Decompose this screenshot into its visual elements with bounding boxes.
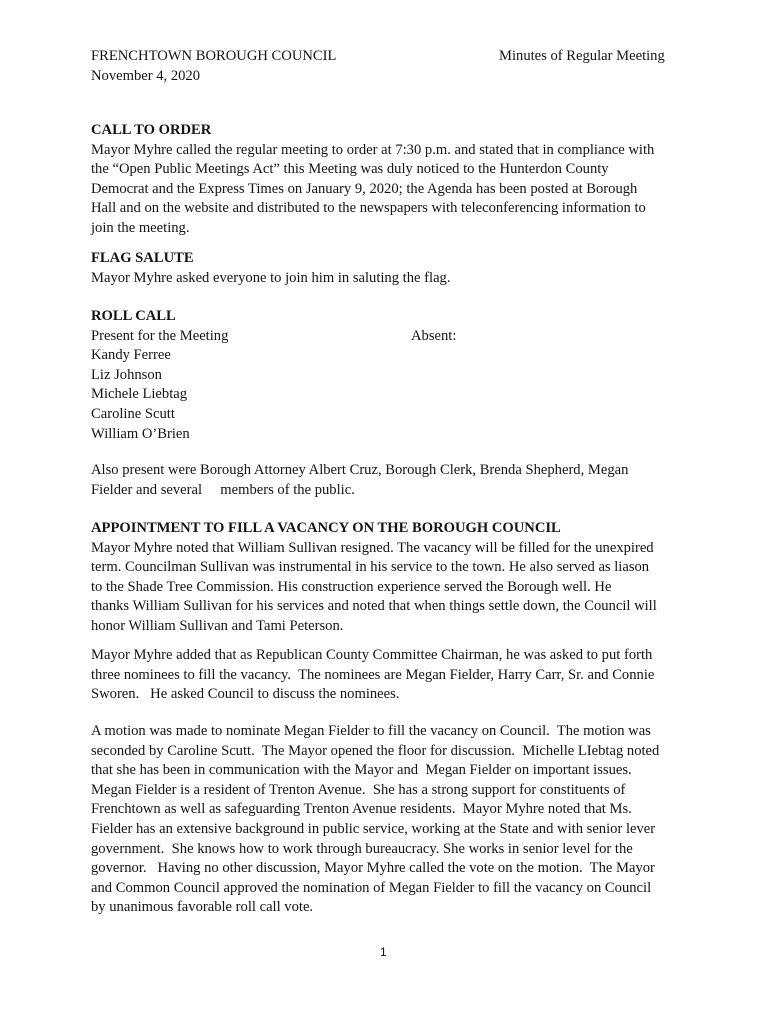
appointment-line: to the Shade Tree Commission. His construction experience served the Borough well. He: [91, 578, 612, 595]
call-to-order-line: Mayor Myhre called the regular meeting to order at 7:30 p.m. and stated that in compliance with: [91, 141, 655, 158]
council-name: FRENCHTOWN BOROUGH COUNCIL: [91, 48, 337, 64]
call-to-order-line: Democrat and the Express Times on January 9, 2020; the Agenda has been posted at Borough: [91, 180, 638, 197]
motion-line: Fielder has an extensive background in public service, working at the State and with senior lever: [91, 820, 656, 837]
member-name: Kandy Ferree: [91, 347, 171, 364]
nominees-line: Sworen. He asked Council to discuss the nominees.: [91, 686, 400, 703]
flag-salute-heading: FLAG SALUTE: [91, 250, 194, 266]
call-to-order-line: Hall and on the website and distributed to the newspapers with teleconferencing information to: [91, 200, 646, 217]
appointment-line: honor William Sullivan and Tami Peterson.: [91, 617, 344, 634]
motion-line: government. She knows how to work through bureaucracy. She works in senior level for the: [91, 840, 633, 857]
also-present-line: Also present were Borough Attorney Albert Cruz, Borough Clerk, Brenda Shepherd, Megan: [91, 462, 629, 478]
motion-line: and Common Council approved the nomination of Megan Fielder to fill the vacancy on Council: [91, 879, 652, 896]
call-to-order-section: [91, 121, 691, 239]
member-name: Michele Liebtag: [91, 386, 188, 403]
motion-line: seconded by Caroline Scutt. The Mayor opened the floor for discussion. Michelle LIebtag noted: [91, 742, 660, 759]
appointment-section: [91, 519, 691, 637]
page-number: 1: [380, 945, 387, 959]
flag-salute-text: Mayor Myhre asked everyone to join him in saluting the flag.: [91, 269, 451, 286]
absent-label: Absent:: [411, 327, 457, 344]
meeting-date: November 4, 2020: [91, 67, 201, 84]
also-present-line: Fielder and several members of the public.: [91, 481, 355, 498]
present-label: Present for the Meeting: [91, 327, 229, 344]
appointment-line: thanks William Sullivan for his services and noted that when things settle down, the Council will: [91, 598, 657, 615]
roll-call-section: [91, 307, 691, 444]
document-type: Minutes of Regular Meeting: [499, 48, 665, 64]
motion-line: by unanimous favorable roll call vote.: [91, 899, 314, 916]
motion-line: Megan Fielder is a resident of Trenton Avenue. She has a strong support for constituents of: [91, 781, 626, 798]
appointment-line: Mayor Myhre noted that William Sullivan resigned. The vacancy will be filled for the unexpired: [91, 539, 654, 556]
member-name: William O’Brien: [91, 425, 190, 442]
member-name: Caroline Scutt: [91, 405, 175, 422]
nominees-paragraph: [91, 646, 691, 705]
motion-line: governor. Having no other discussion, Mayor Myhre called the vote on the motion. The Mayor: [91, 860, 655, 877]
also-present-paragraph: [91, 461, 691, 500]
appointment-heading: APPOINTMENT TO FILL A VACANCY ON THE BOROUGH COUNCIL: [91, 520, 561, 536]
roll-call-heading: ROLL CALL: [91, 308, 176, 324]
call-to-order-heading: CALL TO ORDER: [91, 122, 212, 138]
nominees-line: three nominees to fill the vacancy. The nominees are Megan Fielder, Harry Carr, Sr. and Connie: [91, 666, 655, 683]
roll-call-header-row: [91, 327, 691, 347]
motion-line: A motion was made to nominate Megan Fielder to fill the vacancy on Council. The motion was: [91, 723, 651, 739]
flag-salute-section: [91, 249, 691, 288]
member-name: Liz Johnson: [91, 366, 162, 383]
appointment-line: term. Councilman Sullivan was instrumental in his service to the town. He also served as liason: [91, 559, 650, 576]
call-to-order-line: join the meeting.: [91, 219, 190, 236]
motion-line: Frenchtown as well as safeguarding Trenton Avenue residents. Mayor Myhre noted that Ms.: [91, 801, 632, 818]
call-to-order-line: the “Open Public Meetings Act” this Meeting was duly noticed to the Hunterdon County: [91, 161, 609, 178]
motion-line: that she has been in communication with the Mayor and Megan Fielder on important issues.: [91, 762, 632, 779]
nominees-line: Mayor Myhre added that as Republican County Committee Chairman, he was asked to put forth: [91, 647, 653, 663]
motion-paragraph: [91, 722, 691, 918]
